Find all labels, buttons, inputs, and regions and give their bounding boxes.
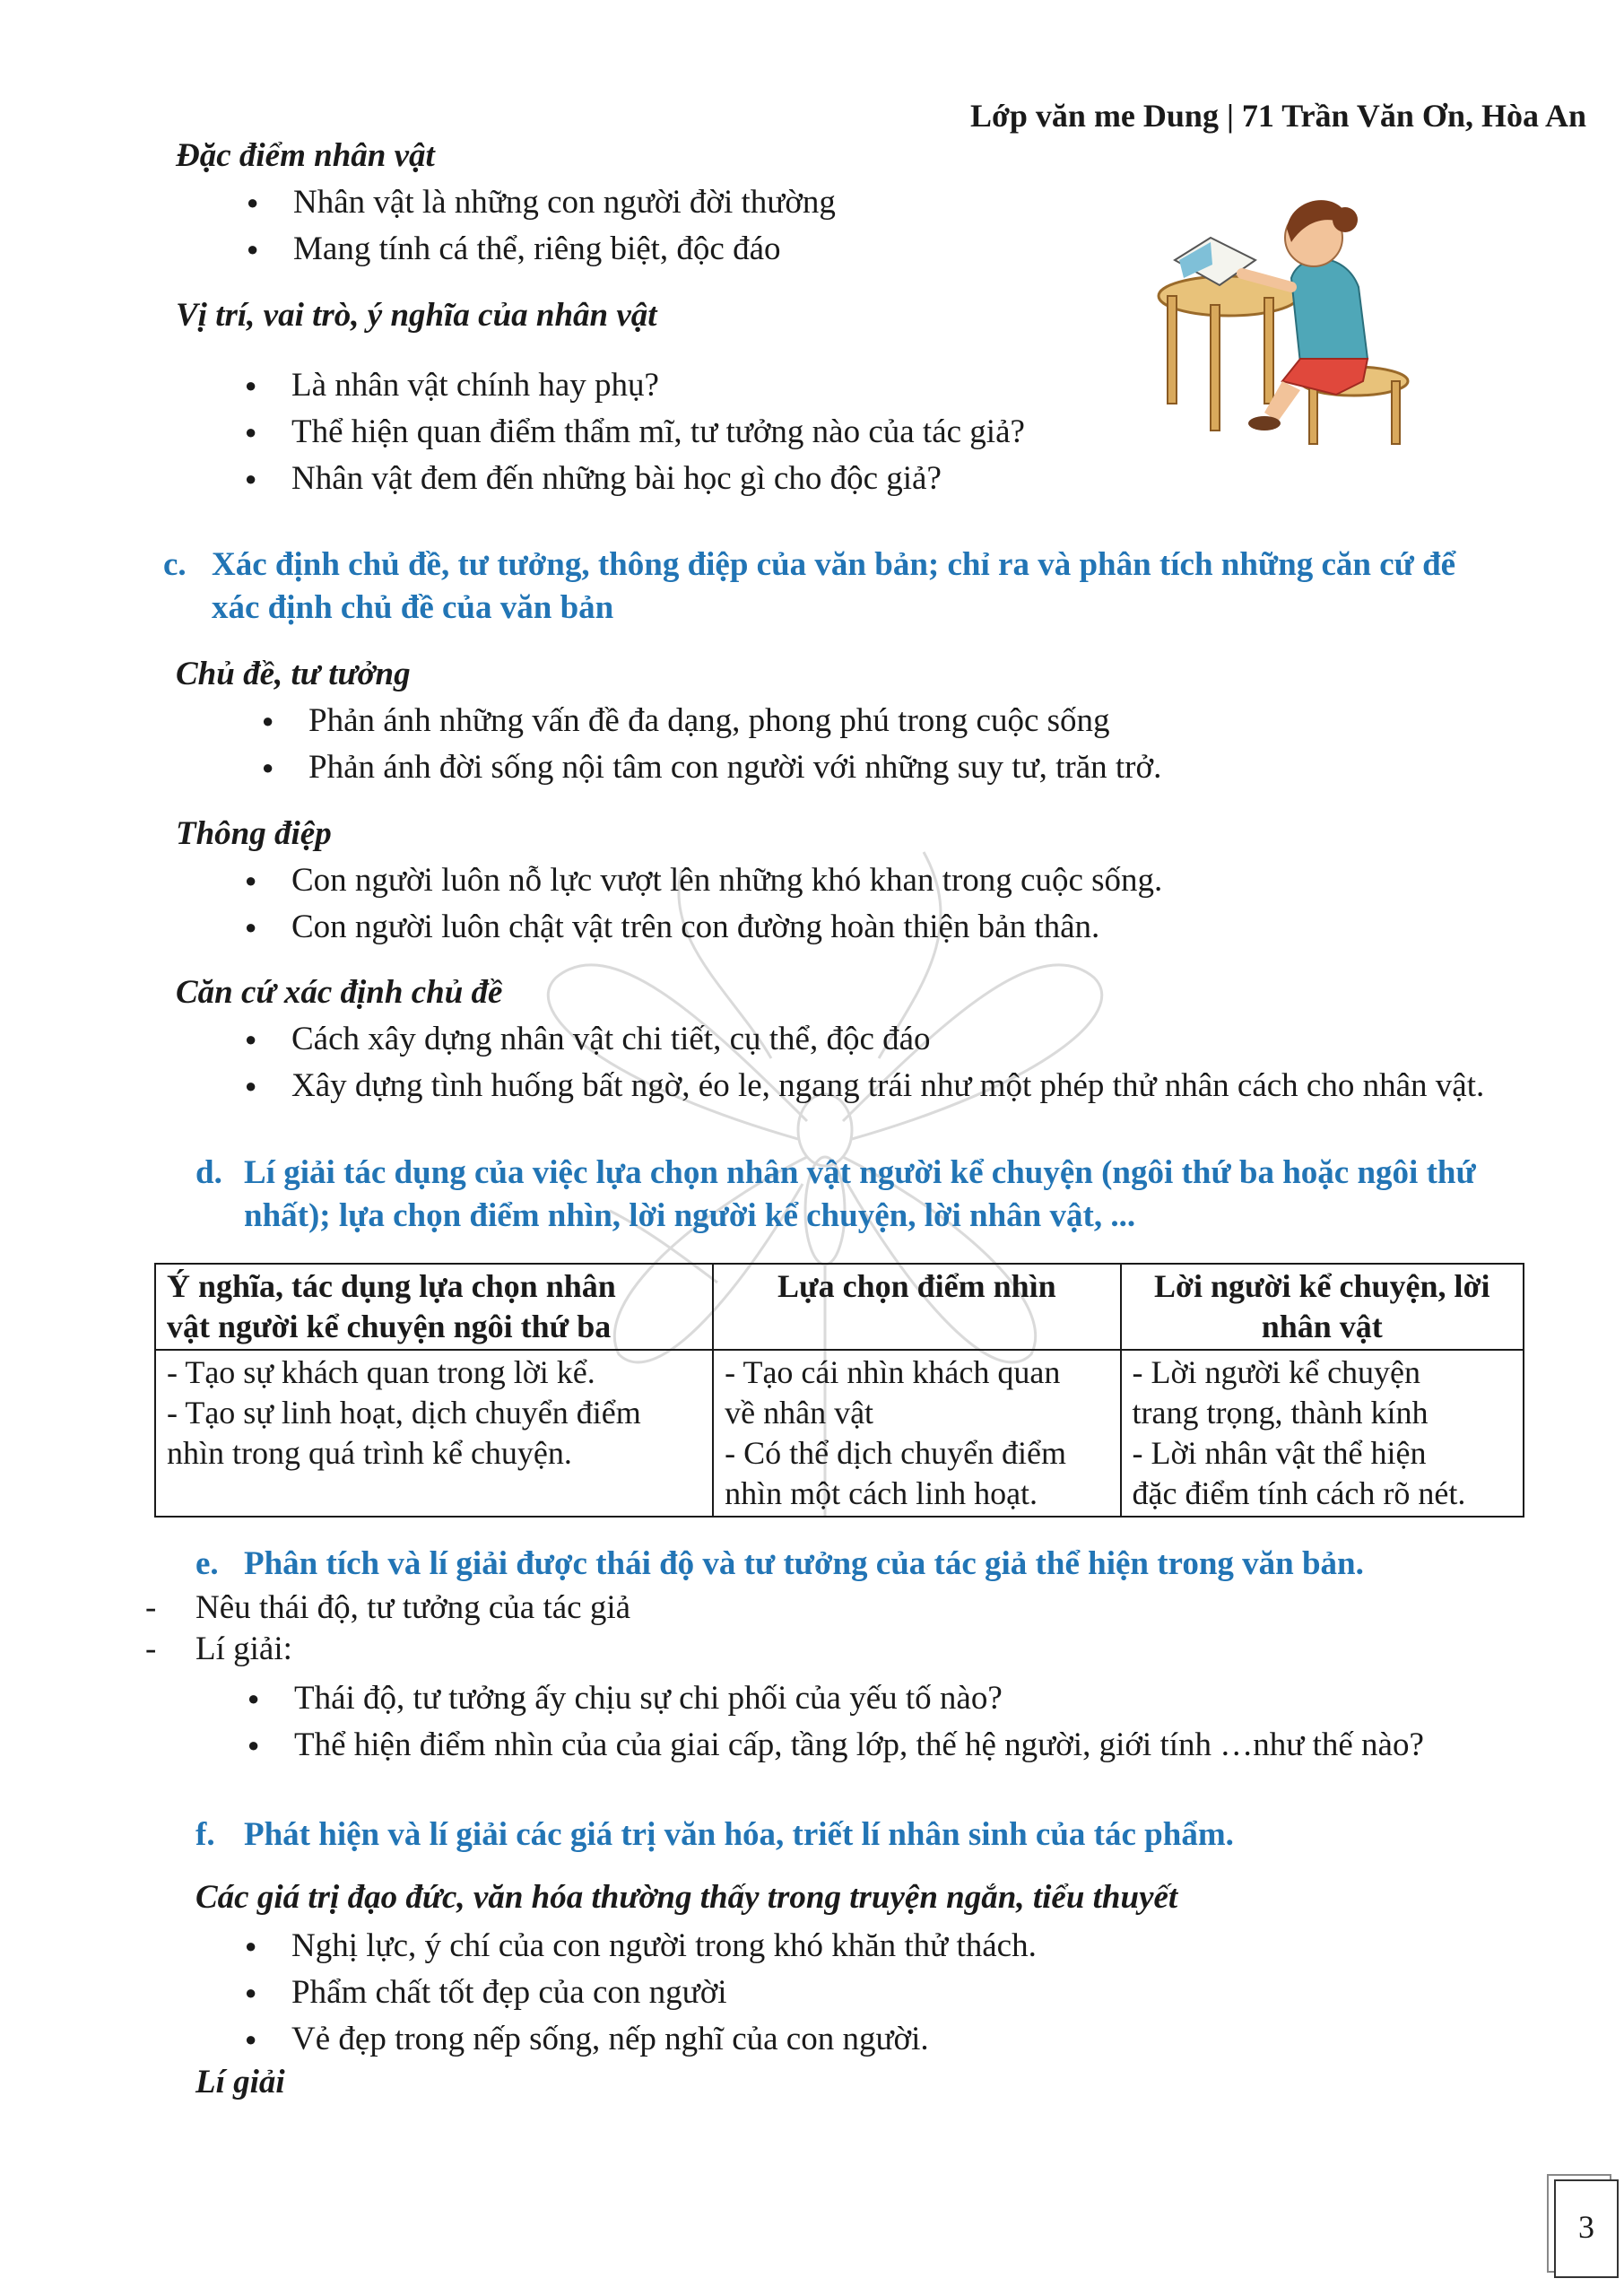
cell-line: nhìn một cách linh hoạt.: [725, 1475, 1038, 1511]
cell-line: - Tạo sự linh hoạt, dịch chuyển điểm: [167, 1395, 641, 1431]
section-c-line-2: xác định chủ đề của văn bản: [212, 589, 614, 626]
list-item: ● Cách xây dựng nhân vật chi tiết, cụ thể, độc đáo: [245, 1016, 1484, 1063]
table-cell: [1121, 1350, 1524, 1517]
girl-reading-illustration-icon: [1157, 188, 1417, 457]
message-heading: Thông điệp: [176, 815, 332, 852]
list-item: ● Phẩm chất tốt đẹp của con người: [245, 1970, 1037, 2016]
cell-line: - Lời nhân vật thể hiện: [1132, 1435, 1427, 1471]
explain-heading: Lí giải: [195, 2064, 285, 2100]
theme-list: [262, 698, 1161, 791]
list-item: ● Nhân vật là những con người đời thường: [247, 179, 836, 226]
char-role-list: [245, 362, 1025, 502]
section-f-label: f.: [195, 1816, 215, 1853]
list-item: ● Xây dựng tình huống bất ngờ, éo le, ngang trái như một phép thử nhân cách cho nhân vật.: [245, 1063, 1484, 1109]
list-item: ● Thể hiện quan điểm thẩm mĩ, tư tưởng nào của tác giả?: [245, 409, 1025, 456]
char-traits-list: [247, 179, 836, 273]
table-header-row: [155, 1264, 1524, 1350]
list-item: ● Là nhân vật chính hay phụ?: [245, 362, 1025, 409]
values-list: [245, 1923, 1037, 2063]
section-c-line-1: Xác định chủ đề, tư tưởng, thông điệp của văn bản; chỉ ra và phân tích những căn cứ để: [212, 546, 1456, 583]
dash-item-text: Lí giải:: [195, 1631, 292, 1667]
table-cell: [713, 1350, 1120, 1517]
section-f-line-1: Phát hiện và lí giải các giá trị văn hóa, triết lí nhân sinh của tác phẩm.: [244, 1816, 1234, 1853]
header-line: Lời người kể chuyện, lời: [1154, 1268, 1490, 1304]
theme-heading: Chủ đề, tư tưởng: [176, 656, 411, 692]
list-item: ● Nghị lực, ý chí của con người trong khó khăn thử thách.: [245, 1923, 1037, 1970]
cell-line: - Có thể dịch chuyển điểm: [725, 1435, 1067, 1471]
basis-list: [245, 1016, 1484, 1109]
cell-line: đặc điểm tính cách rõ nét.: [1132, 1475, 1466, 1511]
section-e-line-1: Phân tích và lí giải được thái độ và tư tưởng của tác giả thể hiện trong văn bản.: [244, 1545, 1364, 1582]
table-header-cell: [155, 1264, 713, 1350]
dash-item: - Lí giải:: [145, 1631, 292, 1667]
section-d-label: d.: [195, 1154, 222, 1191]
section-e-dash-list: [145, 1587, 1490, 1670]
basis-heading: Căn cứ xác định chủ đề: [176, 974, 503, 1011]
list-item: ● Nhân vật đem đến những bài học gì cho độc giả?: [245, 456, 1025, 502]
page-number: 3: [1578, 2209, 1594, 2245]
table-cell: [155, 1350, 713, 1517]
header-line: vật người kể chuyện ngôi thứ ba: [167, 1309, 612, 1344]
char-role-heading: Vị trí, vai trò, ý nghĩa của nhân vật: [176, 297, 657, 334]
section-f-heading: [195, 1813, 1576, 1857]
section-d-line-1: Lí giải tác dụng của việc lựa chọn nhân vật người kể chuyện (ngôi thứ ba hoặc ngôi thứ: [244, 1154, 1476, 1191]
list-item: ● Vẻ đẹp trong nếp sống, nếp nghĩ của con người.: [245, 2016, 1037, 2063]
list-item: ● Phản ánh những vấn đề đa dạng, phong phú trong cuộc sống: [262, 698, 1161, 744]
list-item: ● Mang tính cá thể, riêng biệt, độc đáo: [247, 226, 836, 273]
section-e-bullets: [248, 1675, 1424, 1769]
header-line: Ý nghĩa, tác dụng lựa chọn nhân: [167, 1268, 616, 1304]
narrator-table: [154, 1263, 1524, 1518]
section-c-label: c.: [163, 546, 187, 583]
page-header: Lớp văn me Dung | 71 Trần Văn Ơn, Hòa An: [969, 98, 1586, 134]
section-e-heading: [195, 1543, 1576, 1586]
dash-item-text: Nêu thái độ, tư tưởng của tác giả: [195, 1589, 631, 1626]
section-d-line-2: nhất); lựa chọn điểm nhìn, lời người kể chuyện, lời nhân vật, ...: [244, 1197, 1136, 1234]
list-item: ● Con người luôn chật vật trên con đường hoàn thiện bản thân.: [245, 904, 1162, 951]
table-header-cell: [713, 1264, 1120, 1350]
cell-line: - Tạo sự khách quan trong lời kể.: [167, 1354, 595, 1390]
values-heading: Các giá trị đạo đức, văn hóa thường thấy trong truyện ngắn, tiểu thuyết: [195, 1879, 1178, 1916]
page-number-box: [1554, 2179, 1619, 2278]
list-item: ● Thể hiện điểm nhìn của của giai cấp, tầng lớp, thế hệ người, giới tính …như thế nào?: [248, 1722, 1424, 1769]
cell-line: - Tạo cái nhìn khách quan: [725, 1354, 1061, 1390]
list-item: ● Phản ánh đời sống nội tâm con người với những suy tư, trăn trở.: [262, 744, 1161, 791]
section-e-label: e.: [195, 1545, 219, 1582]
list-item: ● Con người luôn nỗ lực vượt lên những khó khan trong cuộc sống.: [245, 857, 1162, 904]
cell-line: - Lời người kể chuyện: [1132, 1354, 1421, 1390]
section-d-heading: [195, 1152, 1576, 1238]
cell-line: trang trọng, thành kính: [1132, 1395, 1429, 1431]
table-row: [155, 1350, 1524, 1517]
cell-line: về nhân vật: [725, 1395, 874, 1431]
header-line: Lựa chọn điểm nhìn: [777, 1268, 1056, 1304]
list-item: ● Thái độ, tư tưởng ấy chịu sự chi phối của yếu tố nào?: [248, 1675, 1424, 1722]
message-list: [245, 857, 1162, 951]
header-line: nhân vật: [1261, 1309, 1383, 1344]
cell-line: nhìn trong quá trình kể chuyện.: [167, 1435, 572, 1471]
section-c-heading: [163, 544, 1562, 630]
dash-item: - Nêu thái độ, tư tưởng của tác giả: [145, 1589, 631, 1626]
char-traits-heading: Đặc điểm nhân vật: [176, 137, 435, 174]
table-header-cell: [1121, 1264, 1524, 1350]
